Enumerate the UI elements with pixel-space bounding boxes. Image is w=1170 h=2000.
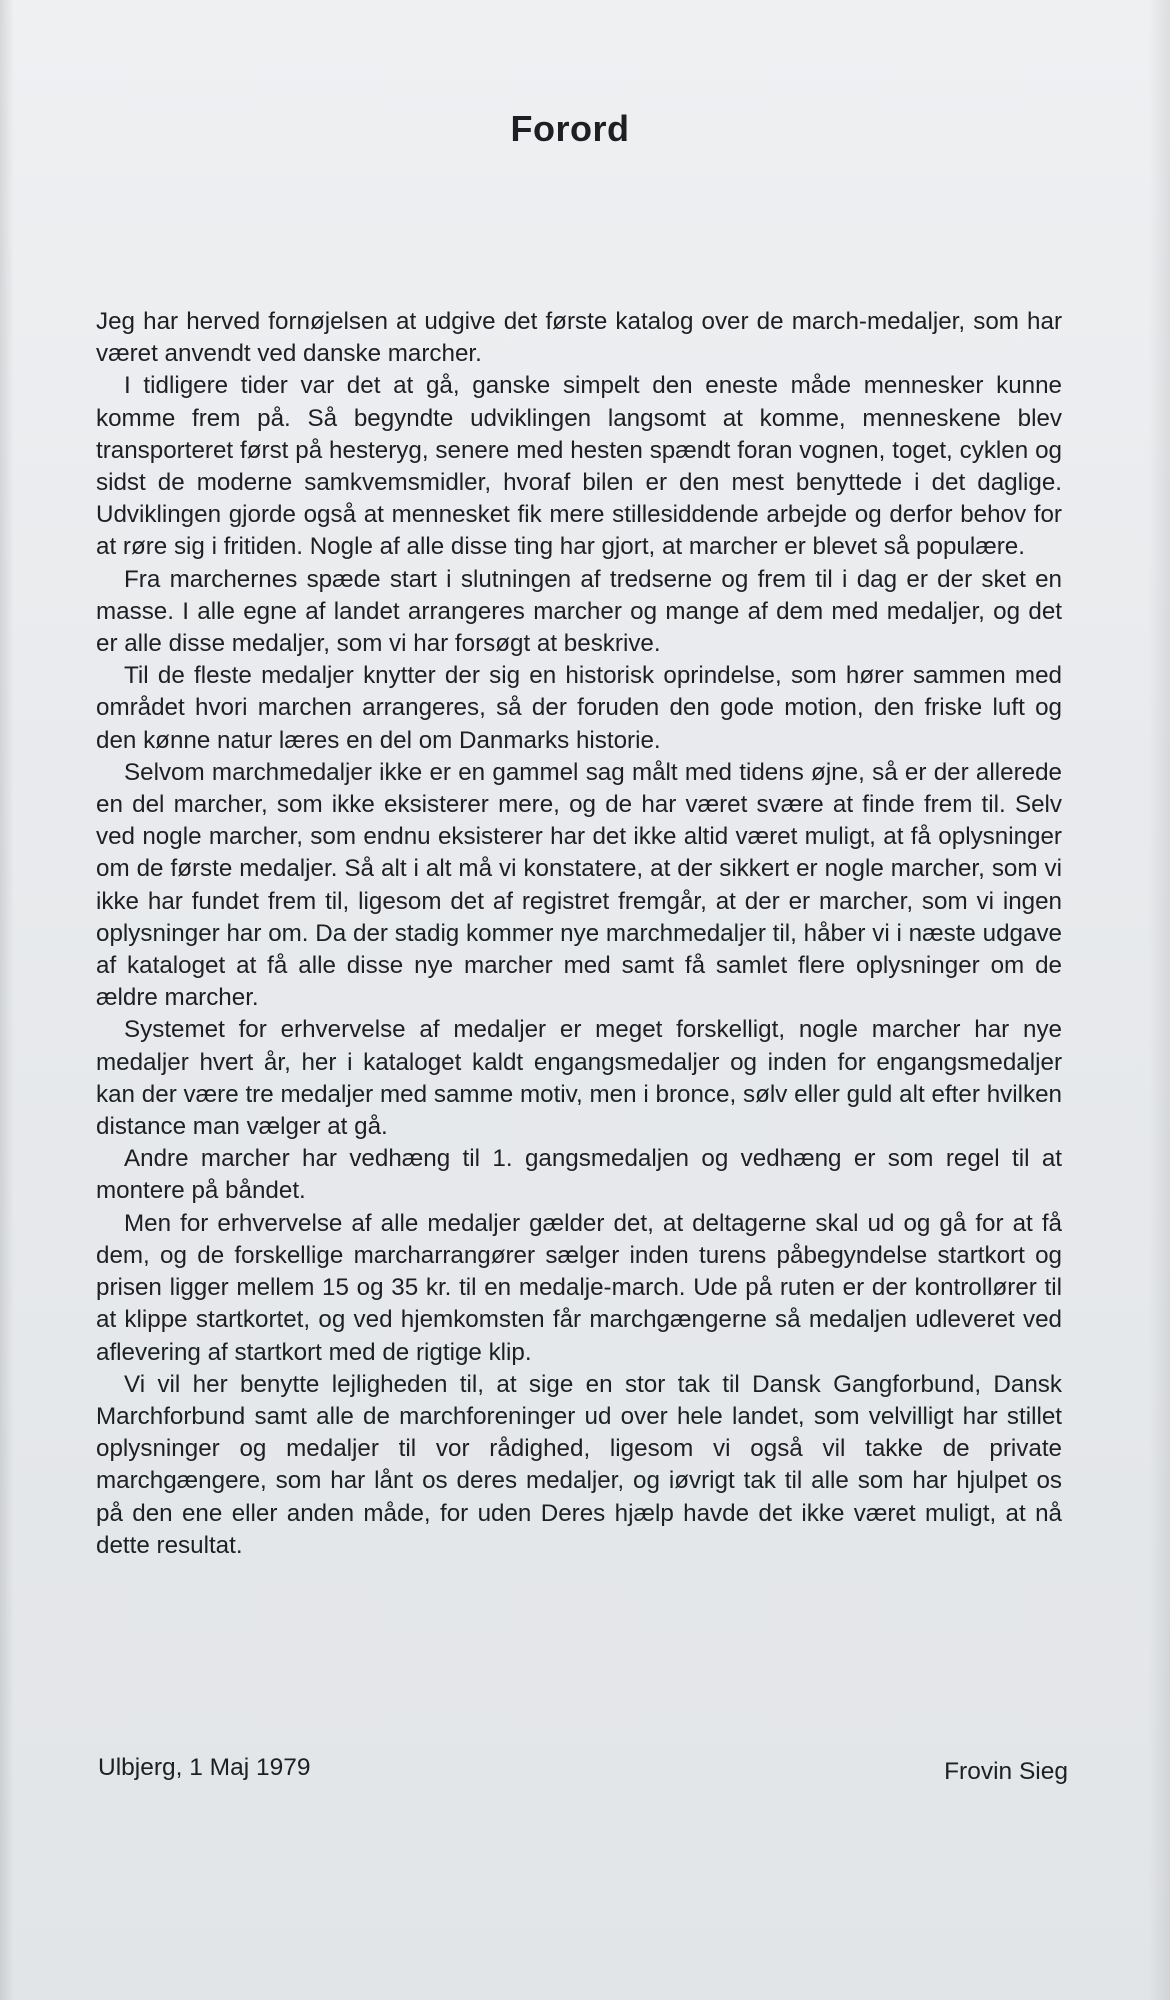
paragraph: Systemet for erhvervelse af medaljer er meget forskelligt, nogle marcher har nye medaljer hvert år, her i kataloget kaldt engangsmedaljer og inden for engangsmedaljer kan der være tre medaljer med samme motiv, men i bronce, sølv eller guld alt efter hvilken distance man vælger at gå.	[96, 1016, 1062, 1141]
paragraph: Men for erhvervelse af alle medaljer gælder det, at deltagerne skal ud og gå for at få dem, og de forskellige marcharrangører sælger inden turens påbegyndelse startkort og prisen ligger mellem 15 og 35 kr. til en medalje-march. Ude på ruten er der kontrollører til at klippe startkortet, og ved hjemkomsten får marchgængerne så medaljen udleveret ved aflevering af startkort med de rigtige klip.	[96, 1209, 1062, 1366]
paragraph: Vi vil her benytte lejligheden til, at sige en stor tak til Dansk Gangforbund, Dansk Marchforbund samt alle de marchforeninger ud over hele landet, som velvilligt har stillet oplysninger og medaljer til vor rådighed, ligesom vi også vil takke de private marchgængere, som har lånt os deres medaljer, og iøvrigt tak til alle som har hjulpet os på den ene eller anden måde, for uden Deres hjælp havde det ikke været muligt, at nå dette resultat.	[96, 1370, 1062, 1559]
foreword-body	[96, 306, 1062, 1562]
page-title: Forord	[510, 108, 630, 149]
paragraph: Fra marchernes spæde start i slutningen af tredserne og frem til i dag er der sket en masse. I alle egne af landet arrangeres marcher og mange af dem med medaljer, og det er alle disse medaljer, som vi har forsøgt at beskrive.	[96, 565, 1062, 658]
paragraph: Selvom marchmedaljer ikke er en gammel sag målt med tidens øjne, så er der allerede en del marcher, som ikke eksisterer mere, og de har været svære at finde frem til. Selv ved nogle marcher, som endnu eksisterer har det ikke altid været muligt, at få oplysninger om de første medaljer. Så alt i alt må vi konstatere, at der sikkert er nogle marcher, som vi ikke har fundet frem til, ligesom det af registret fremgår, at der er marcher, som vi ingen oplysninger har om. Da der stadig kommer nye marchmedaljer til, håber vi i næste udgave af kataloget at få alle disse nye marcher med samt få samlet flere oplysninger om de ældre marcher.	[96, 758, 1062, 1012]
paragraph: Til de fleste medaljer knytter der sig en historisk oprindelse, som hører sammen med området hvori marchen arrangeres, så der foruden den gode motion, den friske luft og den kønne natur læres en del om Danmarks historie.	[96, 662, 1062, 754]
paragraph: Jeg har herved fornøjelsen at udgive det første katalog over de march-medaljer, som har været anvendt ved danske marcher.	[96, 308, 1062, 368]
paragraph: Andre marcher har vedhæng til 1. gangsmedaljen og vedhæng er som regel til at montere på båndet.	[96, 1145, 1062, 1205]
author-signature: Frovin Sieg	[944, 1758, 1068, 1785]
place-and-date: Ulbjerg, 1 Maj 1979	[98, 1754, 311, 1781]
paragraph: I tidligere tider var det at gå, ganske simpelt den eneste måde mennesker kunne komme frem på. Så begyndte udviklingen langsomt at komme, menneskene blev transporteret først på hesteryg, senere med hesten spændt foran vognen, toget, cyklen og sidst de moderne samkvemsmidler, hvoraf bilen er den mest benyttede i det daglige. Udviklingen gjorde også at mennesket fik mere stillesiddende arbejde og derfor behov for at røre sig i fritiden. Nogle af alle disse ting har gjort, at marcher er blevet så populære.	[96, 372, 1062, 561]
